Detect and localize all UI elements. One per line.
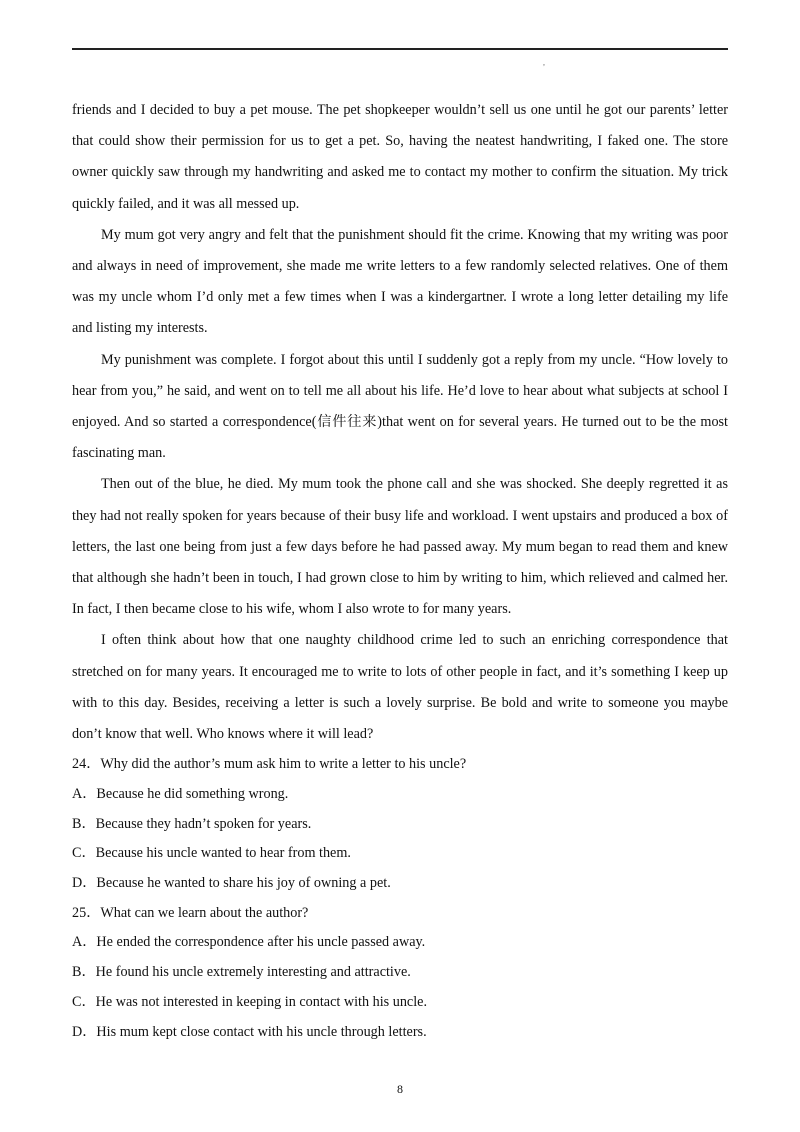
option-a: A．He ended the correspondence after his uncle passed away.: [72, 934, 426, 951]
option-c: C．He was not interested in keeping in contact with his uncle.: [72, 993, 427, 1010]
paragraph-4: Then out of the blue, he died. My mum took the phone call and she was shocked. She deeply regretted it as they had not really spoken for years because of their busy life and workload. I went upstairs and produced a box of letters, the last one being from just a few days before he had passed away. My mum began to read them and knew that although she hadn’t been in touch, I had grown close to him by writing to him, which relieved and calmed her. In fact, I then became close to his wife, whom I also wrote to for many years.: [72, 476, 728, 618]
passage-body: [72, 95, 728, 1047]
header-mark: ,: [543, 58, 545, 67]
paragraph-2: My mum got very angry and felt that the punishment should fit the crime. Knowing that my writing was poor and always in need of improvement, she made me write letters to a few randomly selected relatives. One of them was my uncle whom I’d only met a few times when I was a kindergartner. I wrote a long letter detailing my life and listing my interests.: [72, 226, 728, 337]
option-d: D．Because he wanted to share his joy of owning a pet.: [72, 875, 391, 892]
paragraph-1: friends and I decided to buy a pet mouse. The pet shopkeeper wouldn’t sell us one until he got our parents’ letter that could show their permission for us to get a pet. So, having the neatest handwriting, I faked one. The store owner quickly saw through my handwriting and asked me to contact my mother to confirm the situation. My trick quickly failed, and it was all messed up.: [72, 102, 728, 212]
question-stem: 25．What can we learn about the author?: [72, 904, 309, 921]
option-a: A．Because he did something wrong.: [72, 785, 289, 802]
paragraph-5: I often think about how that one naughty childhood crime led to such an enriching correspondence that stretched on for many years. It encouraged me to write to lots of other people in fact, and it’s something I keep up with to this day. Besides, receiving a letter is such a lovely surprise. Be bold and write to someone you maybe don’t know that well. Who knows where it will lead?: [72, 632, 728, 743]
page-number: 8: [397, 1082, 403, 1096]
header-rule: [72, 48, 728, 50]
option-d: D．His mum kept close contact with his uncle through letters.: [72, 1023, 427, 1040]
question-stem: 24．Why did the author’s mum ask him to write a letter to his uncle?: [72, 756, 467, 773]
option-b: B．Because they hadn’t spoken for years.: [72, 815, 312, 832]
option-b: B．He found his uncle extremely interesting and attractive.: [72, 964, 411, 981]
question-25: [72, 899, 728, 1048]
question-24: [72, 750, 728, 899]
paragraph-3: My punishment was complete. I forgot about this until I suddenly got a reply from my uncle. “How lovely to hear from you,” he said, and went on to tell me all about his life. He’d love to hear about what subjects at school I enjoyed. And so started a correspondence(信件往来)that went on for several years. He turned out to be the most fascinating man.: [72, 351, 728, 462]
option-c: C．Because his uncle wanted to hear from them.: [72, 845, 351, 862]
